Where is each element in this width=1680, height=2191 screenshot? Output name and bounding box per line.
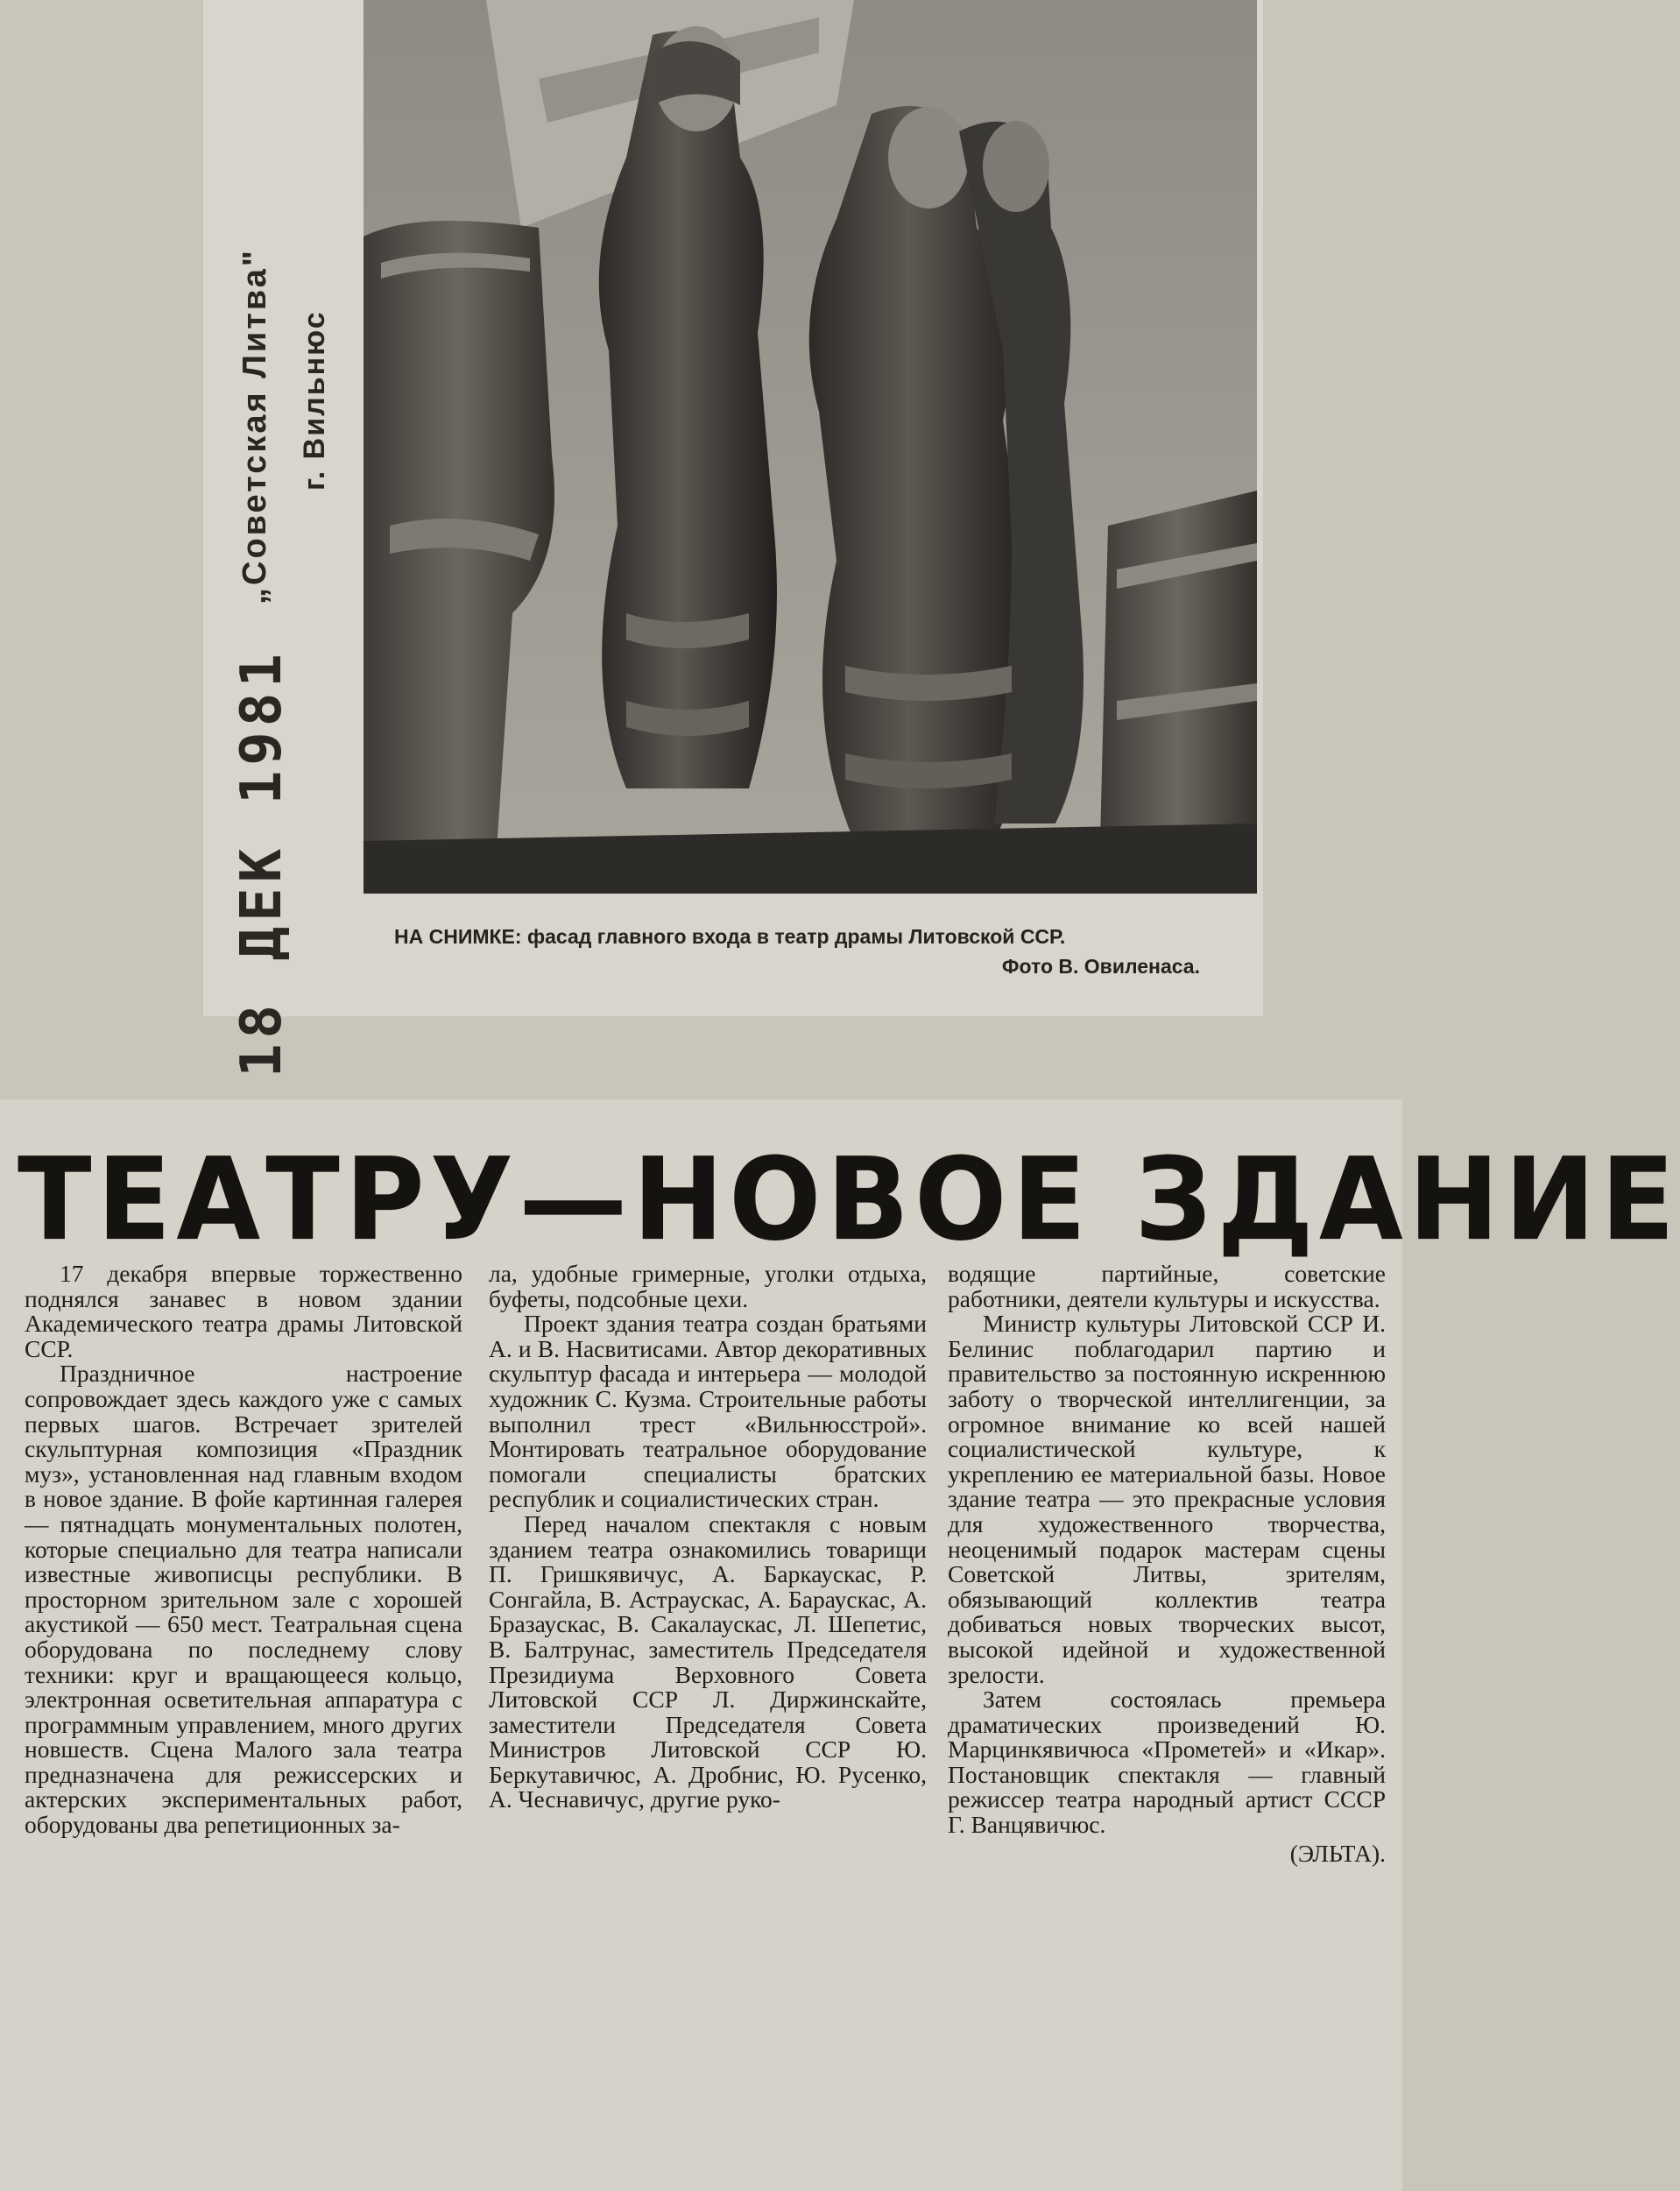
paragraph: Проект здания театра создан братьями А. и В. Насвитисами. Автор декоративных скульптур фасада и интерьера — молодой художник С. Кузма. Строительные работы выполнил трест «Вильнюсстрой». Монтировать театральное оборудование помогали специалисты братских республик и социалистических стран. — [489, 1310, 927, 1513]
stamp-date: 18 ДЕК 1981 — [229, 648, 294, 1078]
photo-caption — [394, 922, 1235, 981]
paragraph: Перед началом спектакля с новым зданием театра ознакомились товарищи П. Гришкявичус, А. Баркаускас, Р. Сонгайла, В. Астраускас, А. Бараускас, А. Бразаускас, В. Сакалаускас, Л. Шепетис, В. Балтрунас, заместитель Председателя Президиума Верховного Совета Литовской ССР Л. Диржинскайте, заместители Председателя Совета Министров Литовской ССР Ю. Беркутавичюс, А. Дробнис, Ю. Русенко, А. Чеснавичус, другие руко- — [489, 1509, 927, 1813]
photo-illustration — [364, 0, 1257, 894]
photo-credit: Фото В. Овиленаса. — [1001, 955, 1200, 978]
article-column-1 — [25, 1262, 462, 1838]
caption-label: НА СНИМКЕ: — [394, 925, 522, 948]
article-headline: ТЕАТРУ—НОВОЕ ЗДАНИЕ — [18, 1134, 1680, 1267]
paragraph: Праздничное настроение сопровождает здесь каждого уже с самых первых шагов. Встречает зрителей скульптурная композиция «Праздник муз», установленная над главным входом в новое здание. В фойе картинная галерея — пятнадцать монументальных полотен, которые специально для театра написали известные живописцы республики. В просторном зрительном зале с хорошей акустикой — 650 мест. Театральная сцена оборудована по последнему слову техники: круг и вращающееся кольцо, электронная осветительная аппаратура с программным управлением, много других новшеств. Сцена Малого зала театра предназначена для режиссерских и актерских экспериментальных работ, оборудованы два репетиционных за- — [25, 1360, 462, 1839]
paragraph: Министр культуры Литовской ССР И. Белинис поблагодарил партию и правительство за постоянную искреннюю заботу о творческой интеллигенции, за огромное внимание ко всей нашей социалистической культуре, к укреплению ее материальной базы. Новое здание театра — это прекрасные условия для художественного творчества, неоценимый подарок мастерам сцены Советской Литвы, зрителям, обязывающий коллектив театра добиваться новых творческих высот, высокой идейной и художественной зрелости. — [948, 1310, 1386, 1688]
article-signature: (ЭЛЬТА). — [1289, 1839, 1386, 1867]
paragraph: 17 декабря впервые торжественно поднялся занавес в новом здании Академического театра драмы Литовской ССР. — [25, 1260, 462, 1362]
paragraph: ла, удобные гримерные, уголки отдыха, буфеты, подсобные цехи. — [489, 1260, 927, 1312]
article-column-2 — [489, 1262, 927, 1813]
paragraph: водящие партийные, советские работники, деятели культуры и искусства. — [948, 1260, 1386, 1312]
article-column-3 — [948, 1262, 1386, 1866]
statue-facade-photo — [364, 0, 1257, 894]
caption-text: фасад главного входа в театр драмы Литовской ССР. — [526, 925, 1066, 948]
stamp-newspaper-name: „Советская Литва" — [236, 248, 273, 604]
stamp-city: г. Вильнюс — [298, 310, 331, 491]
paragraph: Затем состоялась премьера драматических произведений Ю. Марцинкявичюса «Прометей» и «Икар». Постановщик спектакля — главный режиссер театра народный артист СССР Г. Ванцявичюс. — [948, 1686, 1386, 1839]
